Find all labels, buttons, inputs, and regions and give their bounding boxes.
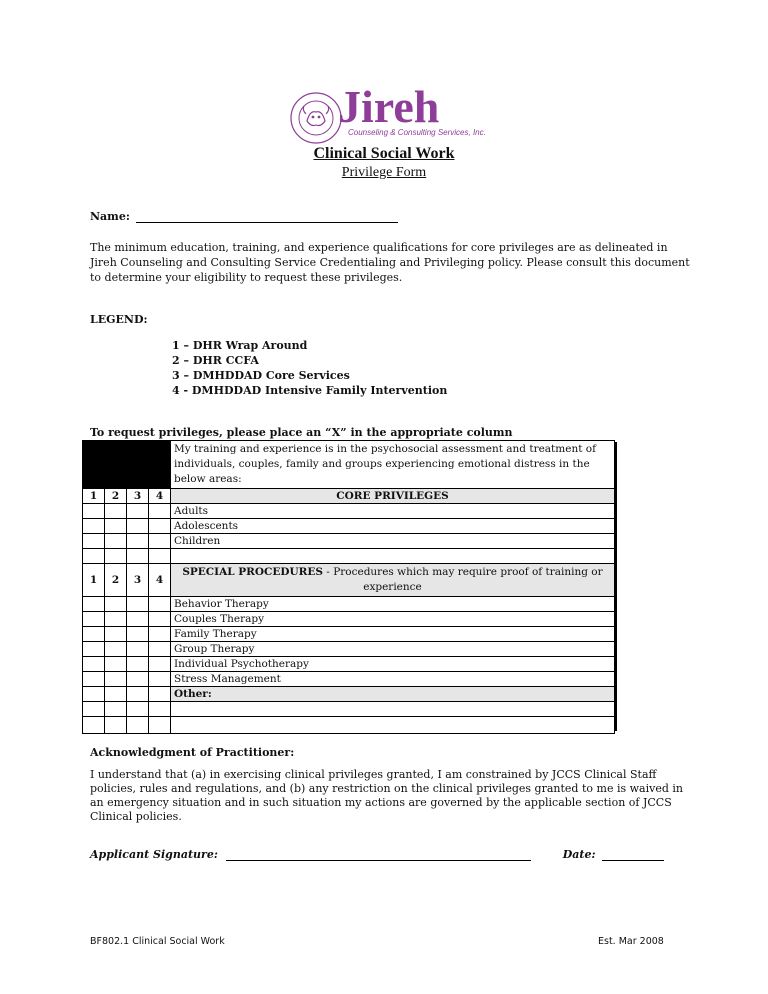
name-label: Name: (90, 210, 130, 223)
checkbox-cell[interactable] (149, 702, 171, 717)
checkbox-cell[interactable] (83, 549, 105, 564)
column-header-3: 3 (127, 564, 149, 597)
checkbox-cell[interactable] (105, 504, 127, 519)
name-field (90, 210, 398, 223)
table-row (83, 441, 615, 489)
checkbox-cell[interactable] (149, 549, 171, 564)
footer-established: Est. Mar 2008 (598, 936, 664, 947)
privilege-label: Couples Therapy (171, 612, 615, 627)
checkbox-cell[interactable] (127, 597, 149, 612)
checkbox-cell[interactable] (83, 642, 105, 657)
checkbox-cell[interactable] (149, 672, 171, 687)
privilege-label: Individual Psychotherapy (171, 657, 615, 672)
checkbox-cell[interactable] (83, 672, 105, 687)
checkbox-cell[interactable] (127, 657, 149, 672)
checkbox-cell[interactable] (149, 519, 171, 534)
checkbox-cell[interactable] (105, 612, 127, 627)
document-subtitle: Privilege Form (341, 165, 427, 180)
column-header-1: 1 (83, 564, 105, 597)
checkbox-cell[interactable] (149, 687, 171, 702)
checkbox-cell[interactable] (83, 519, 105, 534)
logo-word: Jireh (338, 81, 440, 132)
checkbox-cell[interactable] (149, 627, 171, 642)
checkbox-cell[interactable] (105, 702, 127, 717)
table-row (83, 717, 615, 734)
privilege-label: Behavior Therapy (171, 597, 615, 612)
privilege-label: Children (171, 534, 615, 549)
checkbox-cell[interactable] (149, 717, 171, 734)
checkbox-cell[interactable] (83, 597, 105, 612)
intro-paragraph: The minimum education, training, and experience qualifications for core privileges are as delineated in Jireh Counseling and Consulting Service Credentialing and Privileging policy. Please consult this document to determine your eligibility to request these privileges. (90, 241, 690, 284)
logo-emblem-icon (288, 90, 344, 146)
checkbox-cell[interactable] (105, 627, 127, 642)
checkbox-cell[interactable] (149, 657, 171, 672)
table-row (83, 597, 615, 612)
checkbox-cell[interactable] (127, 612, 149, 627)
date-blank-line[interactable] (602, 848, 664, 861)
privilege-label: Adolescents (171, 519, 615, 534)
table-row (83, 642, 615, 657)
table-row (83, 657, 615, 672)
checkbox-cell[interactable] (83, 657, 105, 672)
special-procedures-note: - Procedures which may require proof of training or experience (322, 566, 603, 593)
column-header-1: 1 (83, 489, 105, 504)
column-header-4: 4 (149, 564, 171, 597)
empty-cell (171, 549, 615, 564)
privilege-label: Stress Management (171, 672, 615, 687)
company-logo (288, 81, 486, 148)
core-privileges-header: CORE PRIVILEGES (171, 489, 615, 504)
legend-label: LEGEND: (90, 313, 148, 326)
table-shadow (615, 442, 617, 731)
column-header-4: 4 (149, 489, 171, 504)
other-entry-cell[interactable] (171, 702, 615, 717)
checkbox-cell[interactable] (83, 717, 105, 734)
checkbox-cell[interactable] (83, 612, 105, 627)
date-label: Date: (562, 848, 596, 861)
checkbox-cell[interactable] (127, 519, 149, 534)
checkbox-cell[interactable] (105, 597, 127, 612)
signature-row: Applicant Signature: Date: (90, 848, 690, 861)
blacked-out-header (83, 441, 171, 489)
checkbox-cell[interactable] (149, 504, 171, 519)
privilege-label: Group Therapy (171, 642, 615, 657)
legend-item: 1 – DHR Wrap Around (172, 339, 308, 352)
checkbox-cell[interactable] (127, 672, 149, 687)
checkbox-cell[interactable] (127, 687, 149, 702)
other-label: Other: (171, 687, 615, 702)
checkbox-cell[interactable] (83, 687, 105, 702)
footer-form-id: BF802.1 Clinical Social Work (90, 936, 225, 947)
checkbox-cell[interactable] (105, 717, 127, 734)
column-header-3: 3 (127, 489, 149, 504)
special-procedures-title: SPECIAL PROCEDURES (182, 566, 323, 578)
checkbox-cell[interactable] (149, 597, 171, 612)
checkbox-cell[interactable] (105, 687, 127, 702)
privilege-label: Adults (171, 504, 615, 519)
table-row (83, 672, 615, 687)
table-row (83, 534, 615, 549)
table-row (83, 702, 615, 717)
checkbox-cell[interactable] (127, 702, 149, 717)
special-procedures-header (171, 564, 615, 597)
acknowledgment-text: I understand that (a) in exercising clinical privileges granted, I am constrained by JCCS Clinical Staff policies, rules and regulations, and (b) any restriction on the clinical privileges granted to me is waived in an emergency situation and in such situation my actions are governed by the applicable section of JCCS Clinical policies. (90, 768, 683, 823)
name-blank-line[interactable] (136, 210, 398, 223)
table-row (83, 687, 615, 702)
privileges-table (82, 440, 617, 734)
checkbox-cell[interactable] (105, 657, 127, 672)
checkbox-cell[interactable] (83, 702, 105, 717)
signature-label: Applicant Signature (90, 848, 214, 861)
checkbox-cell[interactable] (105, 549, 127, 564)
checkbox-cell[interactable] (105, 672, 127, 687)
table-row (83, 627, 615, 642)
logo-subtitle: Counseling & Consulting Services, Inc. (348, 128, 486, 137)
checkbox-cell[interactable] (83, 627, 105, 642)
checkbox-cell[interactable] (105, 534, 127, 549)
document-title: Clinical Social Work (313, 145, 455, 162)
checkbox-cell[interactable] (127, 504, 149, 519)
checkbox-cell[interactable] (105, 642, 127, 657)
legend-item: 3 – DMHDDAD Core Services (172, 369, 350, 382)
checkbox-cell[interactable] (149, 534, 171, 549)
checkbox-cell[interactable] (127, 717, 149, 734)
table-row (83, 519, 615, 534)
table-row (83, 504, 615, 519)
column-header-2: 2 (105, 489, 127, 504)
legend-list (172, 338, 447, 398)
acknowledgment-title: Acknowledgment of Practitioner: (90, 746, 295, 759)
checkbox-cell[interactable] (127, 549, 149, 564)
checkbox-cell[interactable] (149, 642, 171, 657)
privilege-label: Family Therapy (171, 627, 615, 642)
other-entry-cell[interactable] (171, 717, 615, 734)
instructions: To request privileges, please place an “X” in the appropriate column (90, 426, 513, 439)
table-row (83, 564, 615, 597)
checkbox-cell[interactable] (127, 627, 149, 642)
checkbox-cell[interactable] (127, 534, 149, 549)
table-row (83, 549, 615, 564)
signature-blank-line[interactable] (226, 848, 531, 861)
checkbox-cell[interactable] (83, 504, 105, 519)
table-row (83, 489, 615, 504)
checkbox-cell[interactable] (149, 612, 171, 627)
checkbox-cell[interactable] (105, 519, 127, 534)
column-header-2: 2 (105, 564, 127, 597)
table-row (83, 612, 615, 627)
legend-item: 2 – DHR CCFA (172, 354, 259, 367)
checkbox-cell[interactable] (83, 534, 105, 549)
legend-item: 4 - DMHDDAD Intensive Family Intervention (172, 384, 448, 397)
checkbox-cell[interactable] (127, 642, 149, 657)
table-intro-text: My training and experience is in the psychosocial assessment and treatment of individuals, couples, family and groups experiencing emotional distress in the below areas: (171, 441, 615, 489)
